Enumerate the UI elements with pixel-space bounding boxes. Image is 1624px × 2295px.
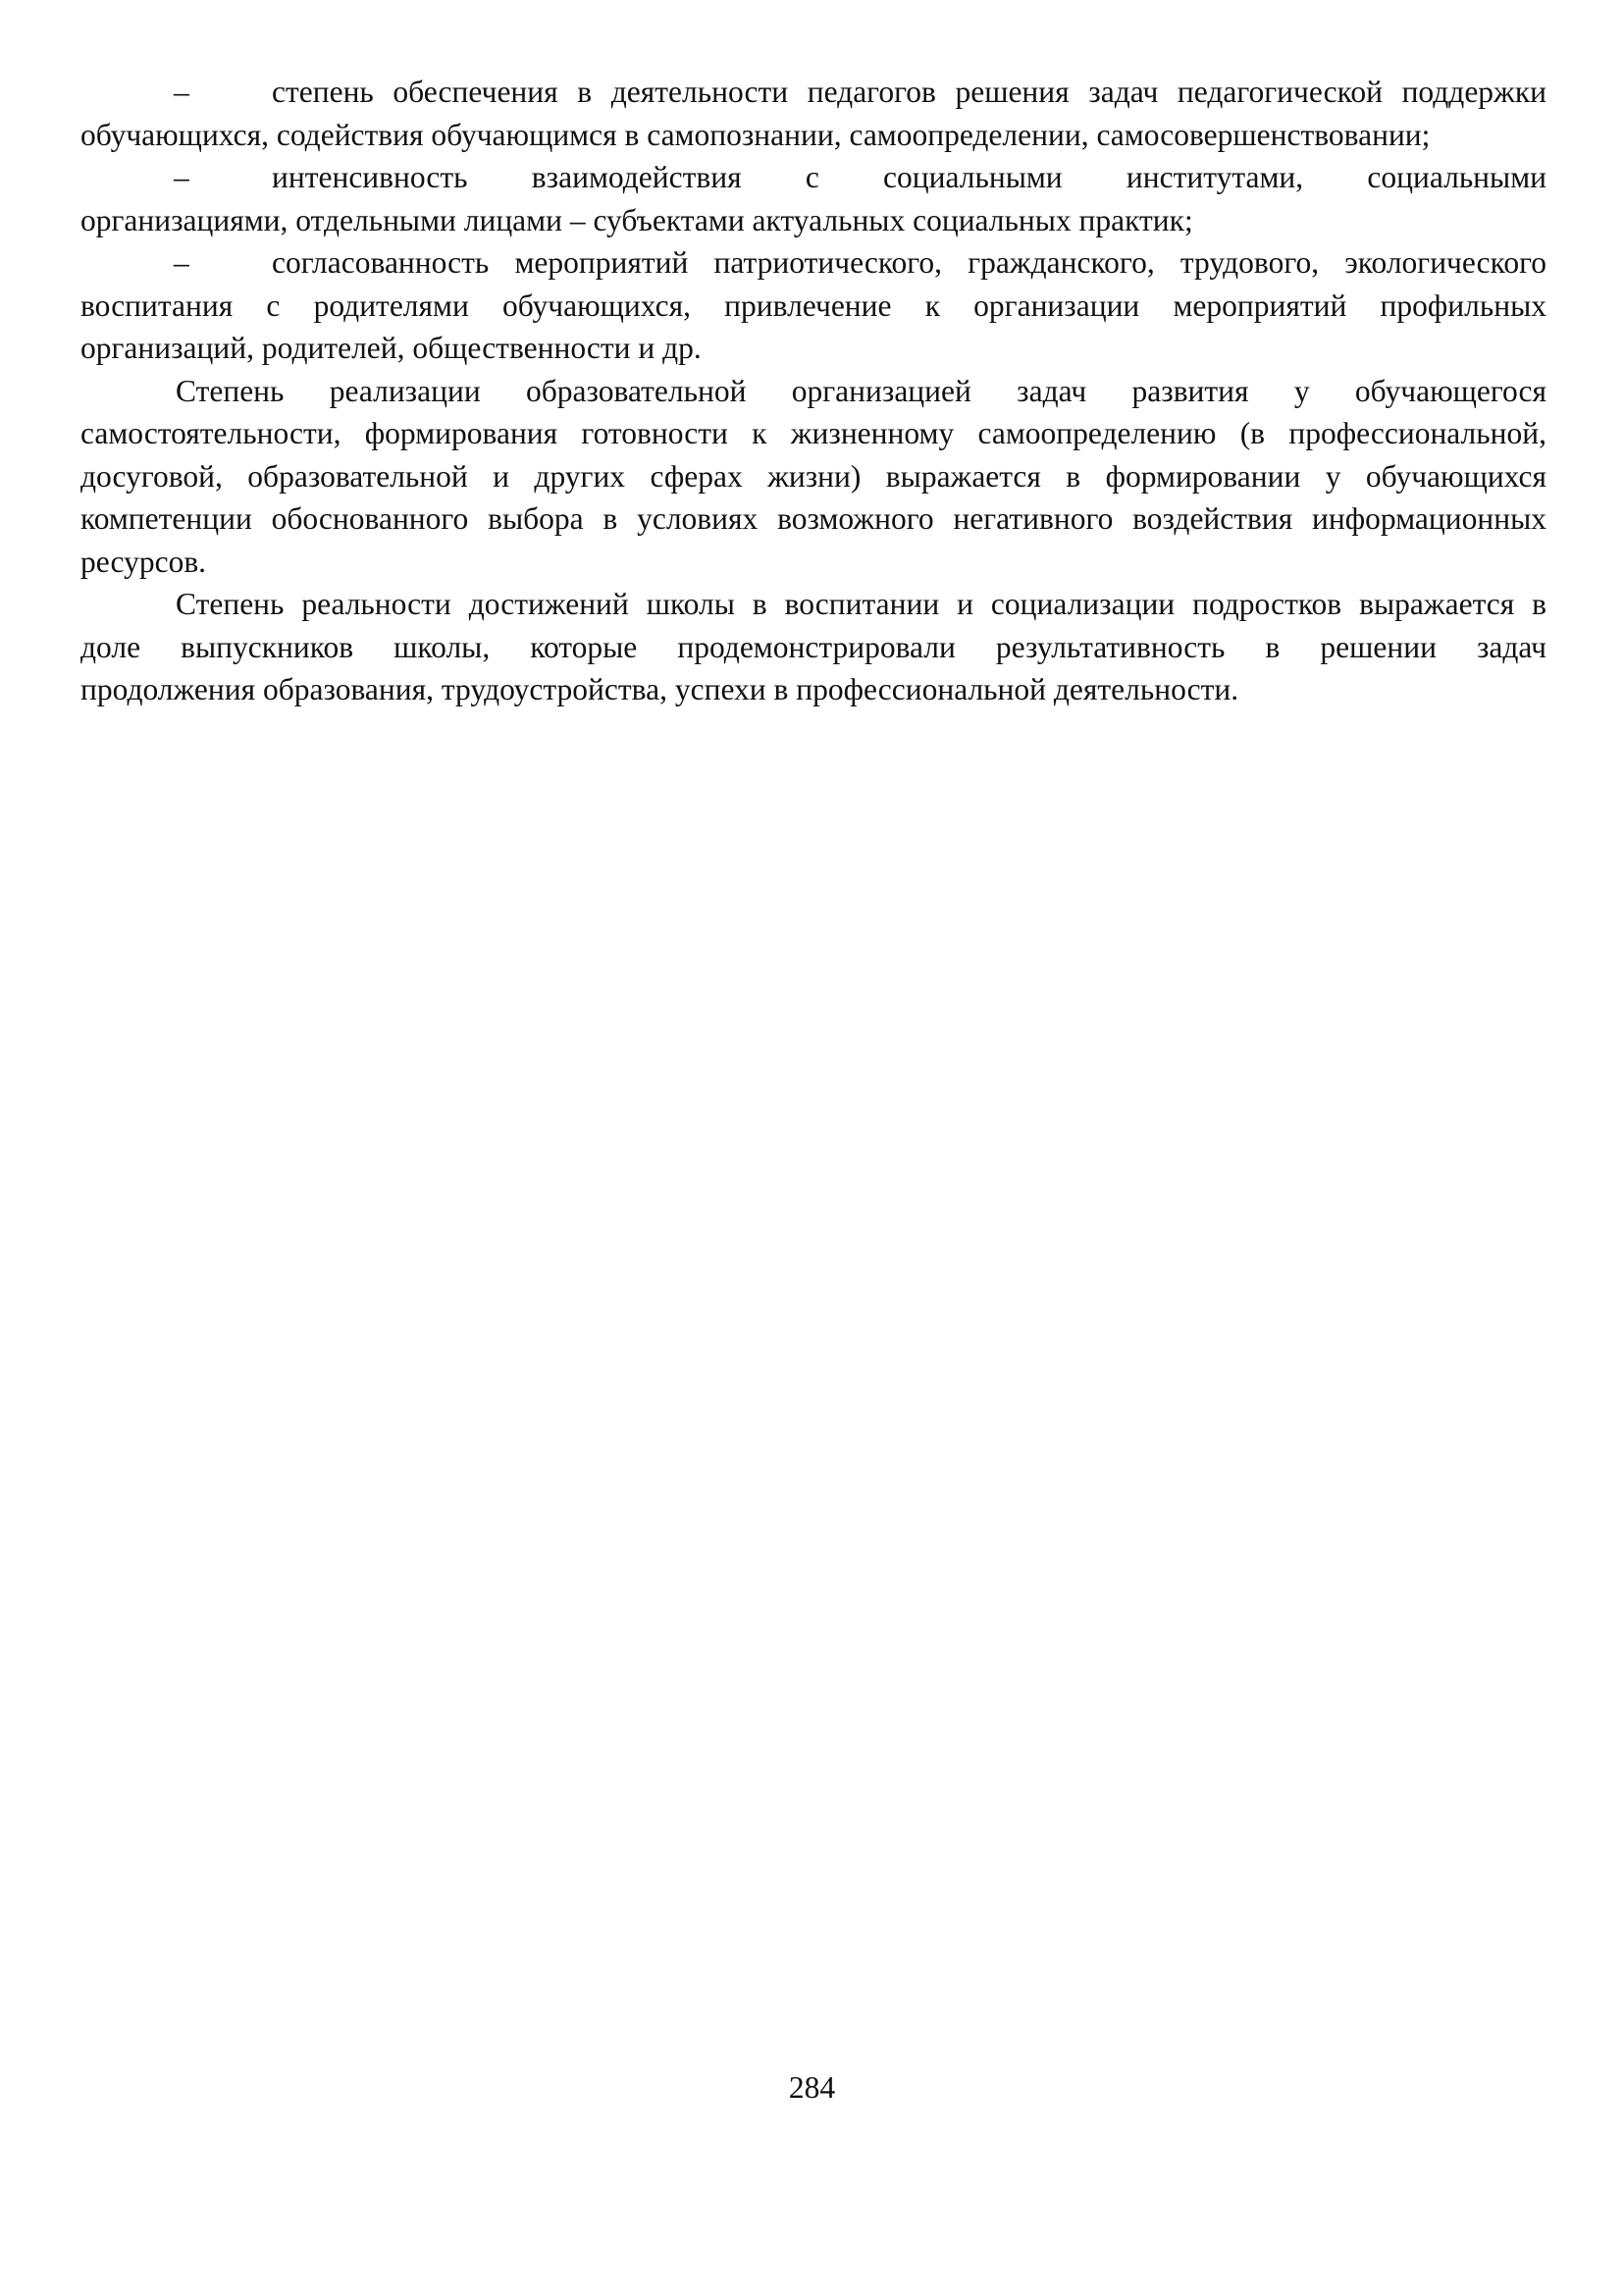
- bullet-dash: –: [174, 75, 189, 109]
- bullet-item: [80, 156, 1546, 241]
- bullet-text: согласованность мероприятий патриотического, гражданского, трудового, экологического: [272, 245, 1546, 280]
- paragraph-line: доле выпускников школы, которые продемонстрировали результативность в решении задач: [80, 629, 1546, 664]
- paragraph-line: досуговой, образовательной и других сферах жизни) выражается в формировании у обучающихся: [80, 458, 1546, 494]
- paragraph-line: Степень реальности достижений школы в воспитании и социализации подростков выражается в: [176, 587, 1546, 621]
- paragraph: [80, 583, 1546, 711]
- page-number: 284: [788, 2070, 836, 2105]
- bullet-dash: –: [174, 160, 189, 194]
- paragraph-line: продолжения образования, трудоустройства, успехи в профессиональной деятельности.: [80, 672, 1239, 706]
- paragraph: [80, 370, 1546, 584]
- bullet-continuation: организациями, отдельными лицами – субъектами актуальных социальных практик;: [80, 202, 1193, 237]
- bullet-item: [80, 241, 1546, 370]
- bullet-item: [80, 71, 1546, 156]
- bullet-text: интенсивность взаимодействия с социальными институтами, социальными: [272, 160, 1546, 194]
- bullet-continuation: воспитания с родителями обучающихся, привлечение к организации мероприятий профильных: [80, 287, 1546, 323]
- paragraph-line: самостоятельности, формирования готовности к жизненному самоопределению (в профессиональной,: [80, 416, 1546, 450]
- bullet-text: степень обеспечения в деятельности педагогов решения задач педагогической поддержки: [272, 75, 1546, 109]
- paragraph-line: ресурсов.: [80, 544, 207, 579]
- bullet-continuation: организаций, родителей, общественности и др.: [80, 331, 702, 365]
- paragraph-line: компетенции обоснованного выбора в условиях возможного негативного воздействия информационных: [80, 501, 1546, 536]
- bullet-continuation: обучающихся, содействия обучающимся в самопознании, самоопределении, самосовершенствовании;: [80, 117, 1431, 152]
- paragraph-line: Степень реализации образовательной организацией задач развития у обучающегося: [176, 373, 1546, 408]
- bullet-dash: –: [174, 245, 189, 280]
- document-page: [80, 71, 1546, 711]
